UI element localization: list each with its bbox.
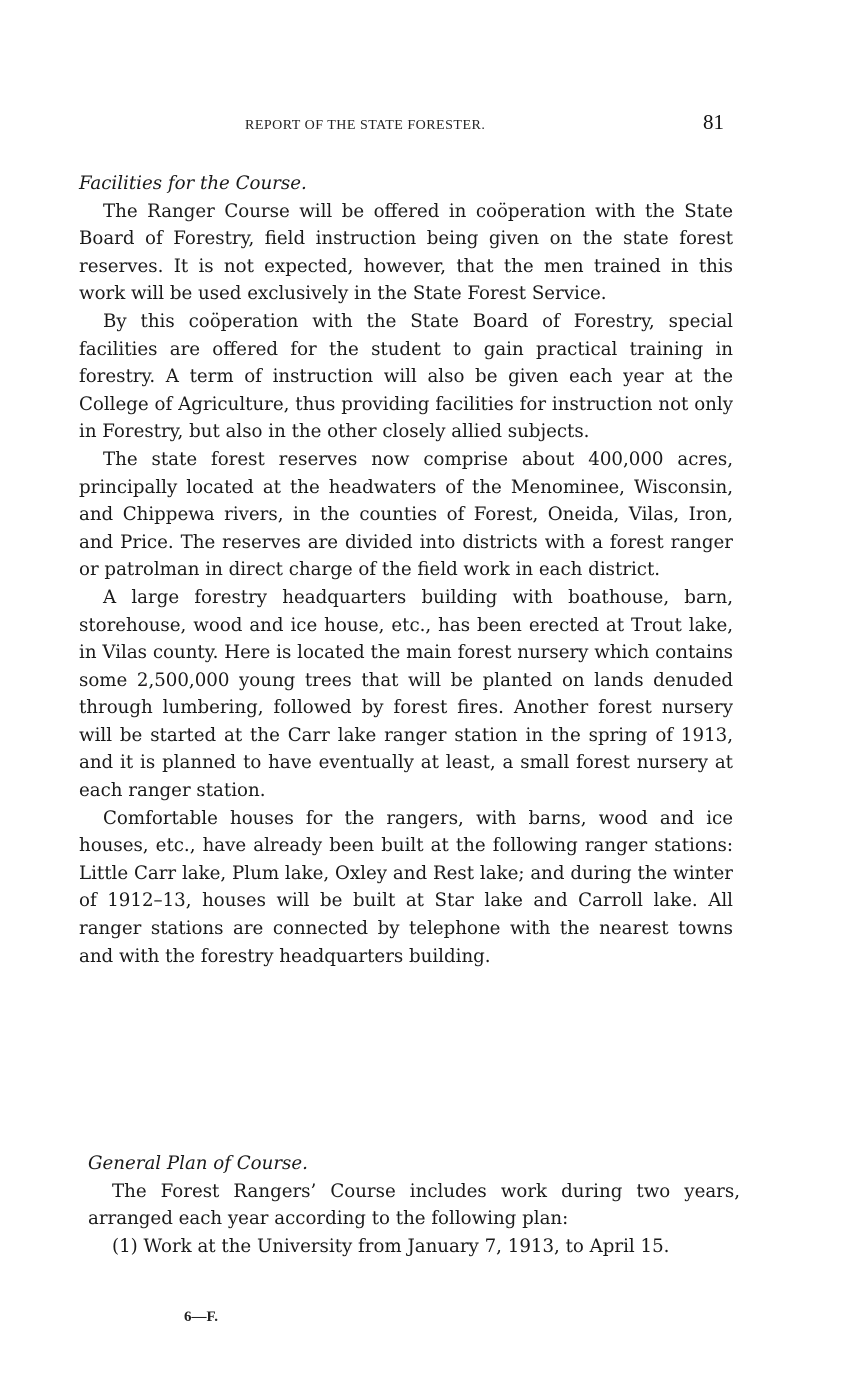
paragraph: (1) Work at the University from January 7, 1913, to April 15. (112, 1235, 670, 1257)
page-number: 81 (703, 110, 724, 134)
paragraph: The Forest Rangers’ Course includes work during two years, arranged each year according to the following plan: (88, 1180, 740, 1230)
section-heading-facilities: Facilities for the Course. (79, 173, 307, 194)
running-head: REPORT OF THE STATE FORESTER. (245, 118, 486, 133)
section-general-plan (88, 1150, 740, 1260)
paragraph: The Ranger Course will be offered in coöperation with the State Board of Forestry, field instruction being given on the state forest reserves. It is not expected, however, that the men trained in this work will be used exclusively in the State Forest Service. (79, 200, 733, 305)
signature-mark: 6—F. (184, 1309, 219, 1325)
section-facilities (79, 170, 733, 970)
paragraph: By this coöperation with the State Board of Forestry, special facilities are offered for the student to gain practical training in forestry. A term of instruction will also be given each year at the College of Agriculture, thus providing facilities for instruction not only in Forestry, but also in the other closely allied subjects. (79, 310, 733, 443)
paragraph: A large forestry headquarters building with boathouse, barn, storehouse, wood and ice house, etc., has been erected at Trout lake, in Vilas county. Here is located the main forest nursery which contains some 2,500,000 young trees that will be planted on lands denuded through lumbering, followed by forest fires. Another forest nursery will be started at the Carr lake ranger station in the spring of 1913, and it is planned to have eventually at least, a small forest nursery at each ranger station. (79, 586, 733, 802)
section-heading-general-plan: General Plan of Course. (88, 1153, 308, 1174)
paragraph: Comfortable houses for the rangers, with barns, wood and ice houses, etc., have already been built at the following ranger stations: Little Carr lake, Plum lake, Oxley and Rest lake; and during the winter of 1912–13, houses will be built at Star lake and Carroll lake. All ranger stations are connected by telephone with the nearest towns and with the forestry headquarters building. (79, 807, 733, 967)
paragraph: The state forest reserves now comprise about 400,000 acres, principally located at the headwaters of the Menominee, Wisconsin, and Chippewa rivers, in the counties of Forest, Oneida, Vilas, Iron, and Price. The reserves are divided into districts with a forest ranger or patrolman in direct charge of the field work in each district. (79, 448, 733, 581)
